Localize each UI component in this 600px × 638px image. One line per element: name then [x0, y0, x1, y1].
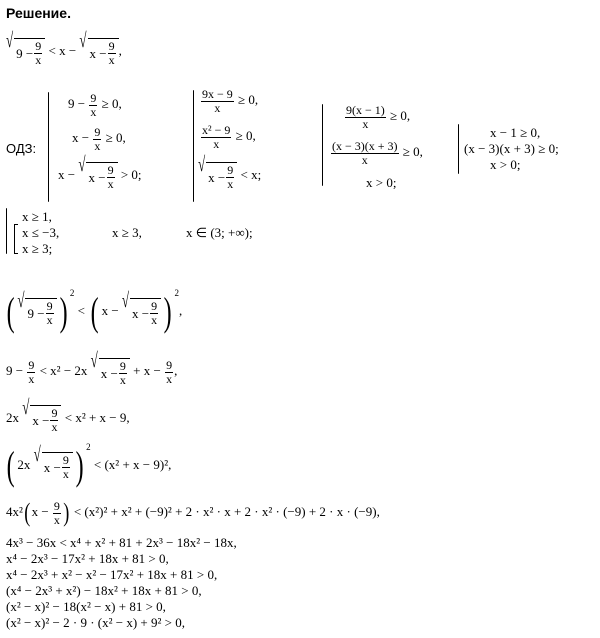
sys5-row1: x ≥ 1, — [22, 209, 52, 224]
step11: (x² − x)² − 2 · 9 · (x² − x) + 9² > 0, — [6, 615, 185, 630]
sys4-row2: (x − 3)(x + 3) ≥ 0; — [464, 141, 559, 156]
step5: 4x²(x − $\frac{9}{x}$ ) < (x²)² + x² + (−9)² + 2 · x² · x + 2 · x² · (−9) + 2 · x · (−9), — [6, 498, 380, 528]
step2: 9 − $\frac{9}{x}$ < x² − 2x √ x − $\frac{9}{x}$ + x − $\frac{9}{x}$ , — [6, 347, 178, 387]
sys2-row3: √ x − $\frac{9}{x}$ < x; — [198, 151, 262, 191]
sys1-row1: 9 − $\frac{9}{x}$ ≥ 0, — [68, 91, 122, 119]
sys1-row2: x − $\frac{9}{x}$ ≥ 0, — [72, 125, 126, 153]
sys1-row3: x − √ x − $\frac{9}{x}$ > 0; — [58, 151, 142, 191]
sys2-row1: $\frac{9x - 9}{x}$ ≥ 0, — [202, 87, 259, 115]
odz-label: ОДЗ: — [6, 141, 37, 156]
sys5-row2: x ≤ −3, — [22, 225, 60, 240]
system5-brace — [6, 208, 7, 254]
solution-heading: Решение. — [6, 5, 71, 21]
step7: x⁴ − 2x³ − 17x² + 18x + 81 > 0, — [6, 551, 169, 566]
original-inequality: √ 9 − $\frac{9}{x}$ < x − √ x − $\frac{9}{x}$ , — [6, 27, 122, 67]
sys5-row3: x ≥ 3; — [22, 241, 53, 256]
step3: 2x √ x − $\frac{9}{x}$ < x² + x − 9, — [6, 394, 130, 434]
system1-brace — [48, 92, 49, 202]
system2-brace — [193, 90, 194, 202]
sys4-row1: x − 1 ≥ 0, — [490, 125, 541, 140]
step10: (x² − x)² − 18(x² − x) + 81 > 0, — [6, 599, 166, 614]
step8: x⁴ − 2x³ + x² − x² − 17x² + 18x + 81 > 0, — [6, 567, 218, 582]
domain-answer: x ∈ (3; +∞); — [186, 225, 253, 240]
step9: (x⁴ − 2x³ + x²) − 18x² + 18x + 81 > 0, — [6, 583, 202, 598]
step6: 4x³ − 36x < x⁴ + x² + 81 + 2x³ − 18x² − 18x, — [6, 535, 237, 550]
sys2-row2: $\frac{\text{x² − 9}}{x}$ ≥ 0, — [202, 123, 256, 151]
system5-bracket — [14, 224, 18, 254]
step4: ( 2x √ x − $\frac{9}{x}$ ) $^2$ < (x² + x − 9)², — [6, 441, 172, 488]
step1-squared: ( √ 9 − $\frac{9}{x}$ ) $^2$ < ( x − √ x − $\frac{9}{x}$ ) $^2$, — [6, 287, 183, 334]
sys3-row3: x > 0; — [366, 175, 397, 190]
system4-brace — [458, 124, 459, 174]
sys5-mid: x ≥ 3, — [112, 225, 142, 240]
sys4-row3: x > 0; — [490, 157, 521, 172]
system3-brace — [322, 104, 323, 186]
sys3-row1: $\frac{9(x - 1)}{x}$ ≥ 0, — [346, 103, 411, 131]
sys3-row2: $\frac{(x - 3)(x + 3)}{x}$ ≥ 0, — [332, 139, 423, 167]
